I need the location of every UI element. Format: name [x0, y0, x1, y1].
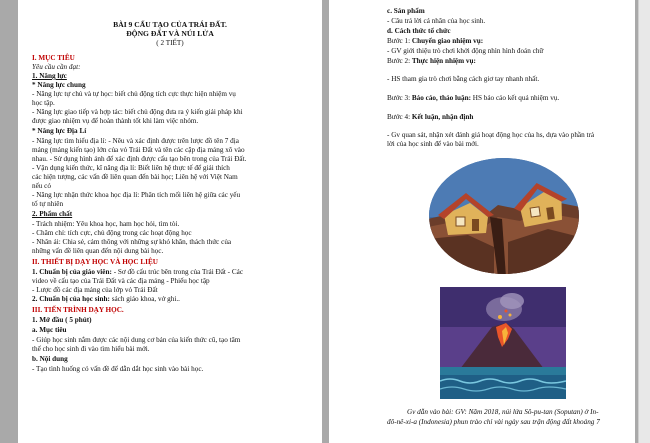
text-line: - Câu trả lời cá nhân của học sinh.	[387, 17, 486, 25]
text-line: - Lược đồ các địa mảng của lớp vỏ Trái Đất	[32, 286, 158, 294]
geography-competence-heading: * Năng lực Địa Lí	[32, 127, 87, 135]
step-4-label: Bước 4:	[387, 113, 412, 121]
section-heading-objectives: I. MỤC TIÊU	[32, 54, 75, 62]
qualities-heading: 2. Phẩm chất	[32, 210, 73, 218]
organization-subheading: d. Cách thức tổ chức	[387, 27, 451, 35]
teacher-prep-line	[32, 268, 243, 276]
student-prep-label: 2. Chuẩn bị của học sinh:	[32, 295, 110, 303]
step-2-label: Bước 2:	[387, 57, 412, 65]
step-1-title: Chuyển giao nhiệm vụ:	[411, 37, 484, 45]
step-1-label: Bước 1:	[387, 37, 412, 45]
product-subheading: c. Sản phẩm	[387, 7, 425, 15]
text-line: nhau. - Sử dụng hình ảnh để xác định được cấu tạo bên trong của Trái Đất.	[32, 155, 247, 163]
text-line: - Nhân ái: Chia sẻ, cảm thông với những sự khó khăn, thách thức của	[32, 238, 232, 246]
teacher-prep-text: - Sơ đồ cấu trúc bên trong của Trái Đất - Các	[111, 268, 244, 276]
general-competence-heading: * Năng lực chung	[32, 81, 86, 89]
text-line: - GV giới thiệu trò chơi khởi động nhìn hình đoán chữ	[387, 47, 544, 55]
step-3	[387, 94, 559, 102]
text-line: - Gv quan sát, nhận xét đánh giá hoạt động học của hs, dựa vào phần trả	[387, 131, 595, 139]
text-line: tố tự nhiên	[32, 200, 64, 208]
earthquake-illustration	[428, 157, 580, 275]
caption-line: Gv dẫn vào bài: GV: Năm 2018, núi lửa Sô-pu-tan (Soputan) ở In-	[407, 408, 599, 416]
text-line: những vấn đề liên quan đến nội dung bài học.	[32, 247, 164, 255]
document-page-left	[18, 0, 322, 443]
caption-line: đô-nê-xi-a (Indonesia) phun trào chỉ vài ngày sau trận động đất khoảng 7	[387, 418, 600, 426]
lesson-duration: ( 2 TIẾT)	[156, 39, 184, 47]
text-line: thế cho học sinh đi vào tìm hiểu bài mới.	[32, 345, 150, 353]
objective-subheading: a. Mục tiêu	[32, 326, 67, 334]
text-line: - Năng lực nhận thức khoa học địa lí: Phân tích mối liên hệ giữa các yếu	[32, 191, 241, 199]
step-1	[387, 37, 483, 45]
step-3-label: Bước 3:	[387, 94, 412, 102]
step-2-title: Thực hiện nhiệm vụ:	[411, 57, 476, 65]
text-line: lời của học sinh để vào bài mới.	[387, 140, 479, 148]
text-line: được giao nhiệm vụ để hoàn thành tốt khi làm việc nhóm.	[32, 117, 199, 125]
warmup-heading: 1. Mở đầu ( 5 phút)	[32, 316, 92, 324]
text-line: - Giúp học sinh nắm được các nội dung cơ bản của kiến thức cũ, tạo tâm	[32, 336, 241, 344]
text-line: các hiện tượng, các vấn đề liên quan đến bài học; Liên hệ với Việt Nam	[32, 173, 238, 181]
student-prep-text: sách giáo khoa, vở ghi..	[109, 295, 180, 303]
text-line: học tập.	[32, 99, 55, 107]
text-line: - Năng lực giao tiếp và hợp tác: biết chủ động đưa ra ý kiến giải pháp khi	[32, 108, 243, 116]
step-4-title: Kết luận, nhận định	[411, 113, 474, 121]
text-line: - Vận dụng kiến thức, kĩ năng địa lí: Biết liên hệ thực tế để giải thích	[32, 164, 230, 172]
volcano-illustration	[440, 287, 566, 399]
text-line: - Tạo tình huống có vấn đề để dẫn dắt học sinh vào bài học.	[32, 365, 204, 373]
vertical-scrollbar[interactable]	[638, 0, 650, 443]
section-heading-materials: II. THIẾT BỊ DẠY HỌC VÀ HỌC LIỆU	[32, 258, 158, 266]
competence-heading: 1. Năng lực	[32, 72, 67, 80]
text-line: - HS tham gia trò chơi bằng cách giơ tay nhanh nhất.	[387, 75, 540, 83]
text-line: video về cấu tạo của Trái Đất và các địa mảng - Phiếu học tập	[32, 277, 210, 285]
step-2	[387, 57, 476, 65]
text-line: mảng (mảng kiến tạo) lớn của vỏ Trái Đất và tên các cặp địa mảng xô vào	[32, 146, 245, 154]
student-prep-line	[32, 295, 180, 303]
step-3-title: Báo cáo, thảo luận:	[411, 94, 471, 102]
step-4	[387, 113, 473, 121]
text-line: - Chăm chỉ: tích cực, chủ động trong các hoạt động học	[32, 229, 192, 237]
text-line: - Năng lực tự chủ và tự học: biết chủ động tích cực thực hiện nhiệm vụ	[32, 90, 236, 98]
text-line: - Năng lực tìm hiểu địa lí: - Nêu và xác định được trên lược đồ tên 7 địa	[32, 137, 239, 145]
lesson-title: BÀI 9 CẤU TẠO CỦA TRÁI ĐẤT.	[113, 20, 227, 29]
document-page-right	[329, 0, 635, 443]
teacher-prep-label: 1. Chuẩn bị của giáo viên:	[32, 268, 112, 276]
content-subheading: b. Nội dung	[32, 355, 68, 363]
text-line: nếu có	[32, 182, 51, 190]
lesson-title-line-2: ĐỘNG ĐẤT VÀ NÚI LỬA	[126, 29, 214, 38]
requirements-label: Yêu cầu cần đạt:	[32, 63, 81, 71]
step-3-text: HS báo cáo kết quả nhiệm vụ.	[470, 94, 560, 102]
text-line: - Trách nhiệm: Yêu khoa học, ham học hỏi, tìm tòi.	[32, 220, 180, 228]
section-heading-process: III. TIẾN TRÌNH DẠY HỌC.	[32, 306, 124, 314]
